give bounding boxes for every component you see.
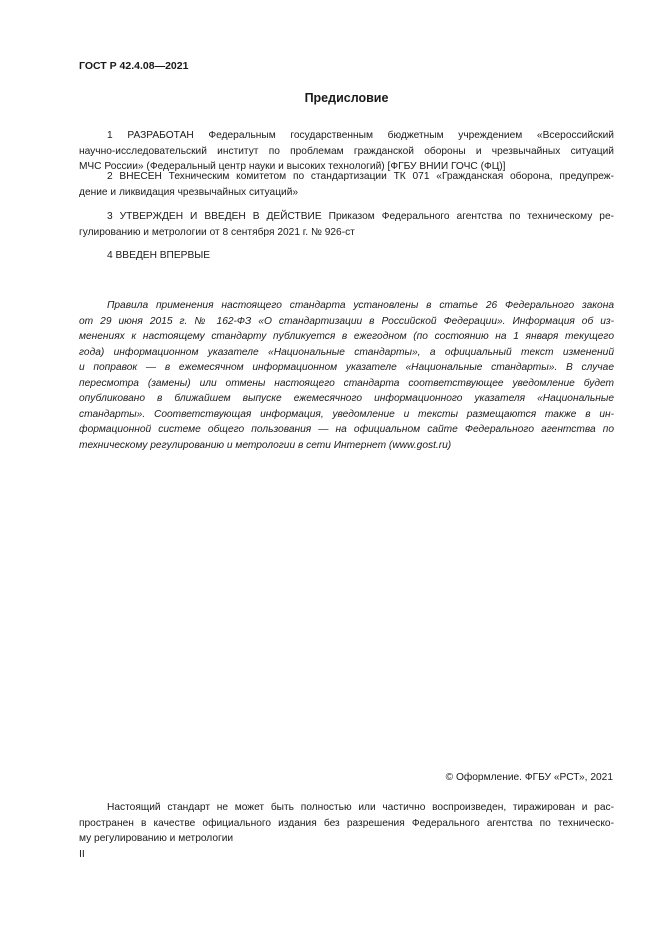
- page-number: II: [79, 848, 85, 860]
- legal-line-3: му регулированию и метрологии: [79, 833, 234, 844]
- item-1-line-1: 1 РАЗРАБОТАН Федеральным государственным бюджетным учреждением «Всероссийский: [107, 130, 614, 141]
- notice-line-9: формационной системе общего пользования — на официальном сайте Федерального агентства по: [79, 424, 614, 435]
- notice-line-7: опубликовано в ближайшем выпуске ежемесячного информационного указателя «Национальные: [79, 393, 614, 404]
- foreword-item-2: [79, 169, 614, 200]
- page-title: [0, 91, 661, 105]
- copyright-line: © Оформление. ФГБУ «РСТ», 2021: [445, 772, 613, 783]
- item-2-line-2: дение и ликвидация чрезвычайных ситуаций»: [79, 186, 299, 198]
- item-3-line-2: гулированию и метрологии от 8 сентября 2021 г. № 926-ст: [79, 226, 355, 238]
- application-notice: [79, 298, 614, 453]
- standard-number: ГОСТ Р 42.4.08—2021: [79, 60, 189, 72]
- item-3-line-1: 3 УТВЕРЖДЕН И ВВЕДЕН В ДЕЙСТВИЕ Приказом Федерального агентства по техническому ре-: [107, 211, 614, 222]
- notice-line-3: менениях к настоящему стандарту публикуется в ежегодном (по состоянию на 1 января текущего: [79, 331, 614, 342]
- foreword-item-4: [79, 248, 614, 264]
- notice-line-4: года) информационном указателе «Национальные стандарты», а официальный текст изменений: [79, 346, 614, 358]
- foreword-item-3: [79, 209, 614, 240]
- notice-line-10: техническому регулированию и метрологии в сети Интернет (www.gost.ru): [79, 439, 452, 451]
- item-1-line-3: МЧС России» (Федеральный центр науки и высоких технологий) [ФГБУ ВНИИ ГОЧС (ФЦ)]: [79, 161, 506, 172]
- legal-line-2: пространен в качестве официального издания без разрешения Федерального агентства по техническо-: [79, 817, 614, 829]
- foreword-item-1: [79, 128, 614, 175]
- page-title-text: Предисловие: [304, 91, 389, 105]
- notice-line-5: и поправок — в ежемесячном информационном указателе «Национальные стандарты». В случае: [79, 362, 614, 373]
- legal-line-1: Настоящий стандарт не может быть полностью или частично воспроизведен, тиражирован и рас-: [107, 802, 614, 813]
- notice-line-8: стандарты». Соответствующая информация, уведомление и тексты размещаются также в ин-: [79, 408, 614, 420]
- notice-line-2: от 29 июня 2015 г. № 162-ФЗ «О стандартизации в Российской Федерации». Информация об из-: [79, 315, 614, 327]
- reproduction-notice: [79, 800, 614, 847]
- notice-line-1: Правила применения настоящего стандарта установлены в статье 26 Федерального закона: [107, 300, 614, 311]
- item-1-line-2: научно-исследовательский институт по проблемам гражданской обороны и чрезвычайных ситуаций: [79, 145, 614, 157]
- item-4-line-1: 4 ВВЕДЕН ВПЕРВЫЕ: [107, 250, 211, 261]
- item-2-line-1: 2 ВНЕСЕН Техническим комитетом по стандартизации ТК 071 «Гражданская оборона, предупреж-: [107, 171, 614, 182]
- notice-line-6: пересмотра (замены) или отмены настоящего стандарта соответствующее уведомление будет: [79, 377, 614, 389]
